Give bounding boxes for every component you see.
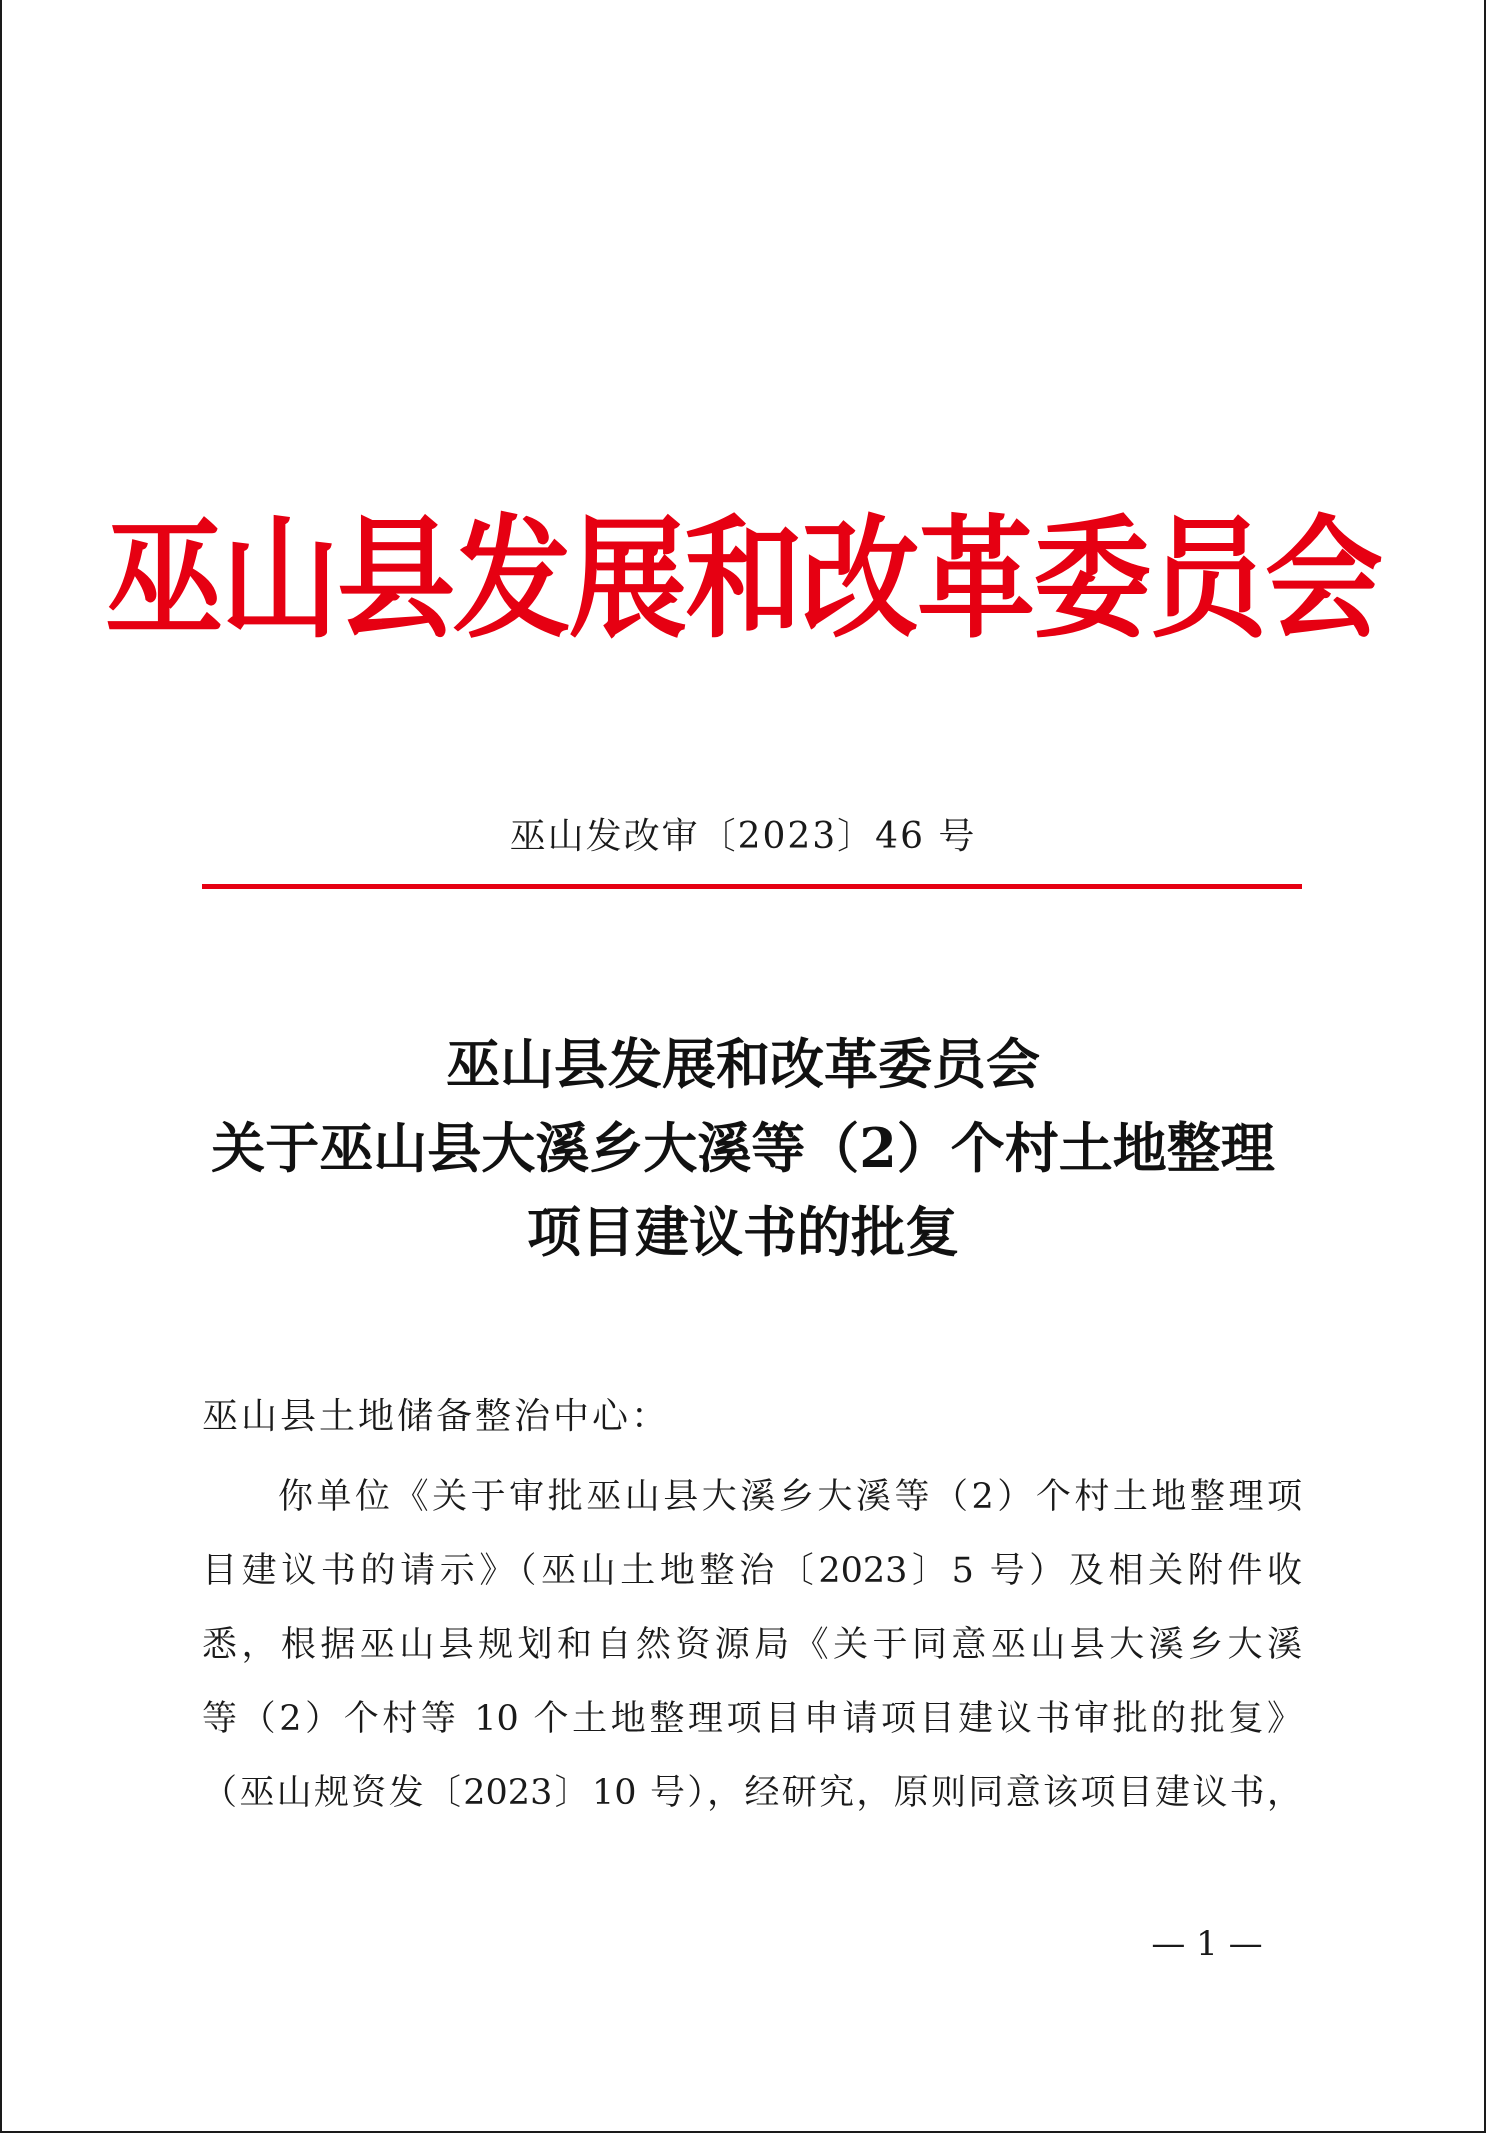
letterhead-org-name: 巫山县发展和改革委员会 bbox=[104, 500, 1381, 657]
red-divider-line bbox=[202, 884, 1302, 889]
document-title bbox=[2, 1022, 1484, 1274]
body-line: （巫山规资发〔2023〕10 号），经研究，原则同意该项目建议书， bbox=[202, 1773, 1302, 1813]
body-paragraph bbox=[202, 1460, 1302, 1830]
page-number: — 1 — bbox=[1151, 1924, 1263, 1964]
body-line: 你单位《关于审批巫山县大溪乡大溪等（2）个村土地整理项 bbox=[278, 1477, 1302, 1517]
body-line: 悉，根据巫山县规划和自然资源局《关于同意巫山县大溪乡大溪 bbox=[202, 1625, 1302, 1665]
title-line-3: 项目建议书的批复 bbox=[527, 1200, 959, 1264]
body-line: 目建议书的请示》（巫山土地整治〔2023〕5 号）及相关附件收 bbox=[202, 1551, 1302, 1591]
title-line-1: 巫山县发展和改革委员会 bbox=[446, 1032, 1040, 1096]
title-line-2: 关于巫山县大溪乡大溪等（2）个村土地整理 bbox=[211, 1116, 1275, 1180]
body-line: 等（2）个村等 10 个土地整理项目申请项目建议书审批的批复》 bbox=[202, 1699, 1302, 1739]
recipient: 巫山县土地储备整治中心： bbox=[202, 1396, 671, 1437]
document-number: 巫山发改审〔2023〕46 号 bbox=[509, 816, 977, 857]
